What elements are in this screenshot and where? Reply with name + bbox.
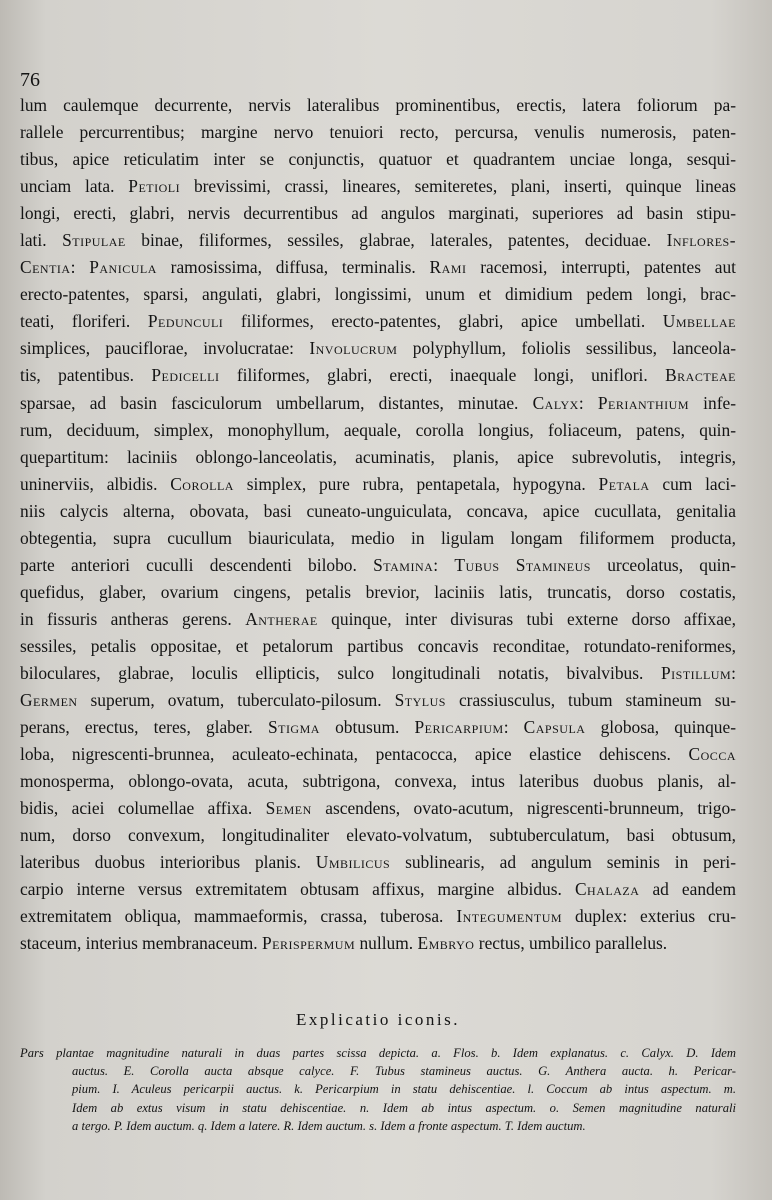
text-line: carpio interne versus extremitatem obtusam affixus, margine albidus. Chalaza ad eandem [20,879,736,900]
text-line: simplices, pauciflorae, involucratae: Involucrum polyphyllum, foliolis sessilibus, lanceola- [20,338,736,359]
text-line: lateribus duobus interioribus planis. Umbilicus sublinearis, ad angulum seminis in peri- [20,852,736,873]
text-line: niis calycis alterna, obovata, basi cuneato-unguiculata, concava, apice cucullata, genitalia [20,500,736,521]
text-line: in fissuris antheras gerens. Antherae quinque, inter divisuras tubi externe dorso affixae, [20,608,736,629]
text-line: parte anteriori cuculli descendenti bilobo. Stamina: Tubus Stamineus urceolatus, quin- [20,554,736,575]
text-line: monosperma, oblongo-ovata, acuta, subtrigona, convexa, intus lateribus duobus planis, al- [20,771,736,792]
text-line: tibus, apice reticulatim inter se conjunctis, quatuor et quadrantem unciae longa, sesqui- [20,149,736,170]
text-line: tis, patentibus. Pedicelli filiformes, glabri, erecti, inaequale longi, uniflori. Bracteae [20,365,736,386]
text-line: extremitatem obliqua, mammaeformis, crassa, tuberosa. Integumentum duplex: exterius cru- [20,906,736,927]
text-line: lati. Stipulae binae, filiformes, sessiles, glabrae, laterales, patentes, deciduae. Inflores- [20,230,736,251]
caption-line: auctus. E. Corolla aucta absque calyce. F. Tubus stamineus auctus. G. Anthera aucta. h. Pericar- [72,1063,736,1078]
caption-heading: Explicatio iconis. [296,1009,460,1029]
text-line: Germen superum, ovatum, tuberculato-pilosum. Stylus crassiusculus, tubum stamineum su- [20,690,736,711]
text-line: bidis, aciei columellae affixa. Semen ascendens, ovato-acutum, nigrescenti-brunneum, trigo- [20,798,736,819]
botanical-description [20,92,736,958]
caption-line: a tergo. P. Idem auctum. q. Idem a latere. R. Idem auctum. s. Idem a fronte aspectum. T. Idem auctum. [72,1119,586,1134]
text-line: biloculares, glabrae, loculis ellipticis, sulco longitudinali notatis, bivalvibus. Pistillum: [20,662,736,683]
text-line: sessiles, petalis oppositae, et petalorum partibus concavis reconditae, rotundato-reniformes, [20,635,736,656]
figure-explanation [20,1044,736,1136]
text-line: Centia: Panicula ramosissima, diffusa, terminalis. Rami racemosi, interrupti, patentes aut [20,257,736,278]
caption-line: Pars plantae magnitudine naturali in duas partes scissa depicta. a. Flos. b. Idem explanatus. c. Calyx. D. Idem [20,1045,736,1060]
text-line: quefidus, glaber, ovarium cingens, petalis brevior, laciniis latis, truncatis, dorso costatis, [20,581,736,602]
text-line: perans, erectus, teres, glaber. Stigma obtusum. Pericarpium: Capsula globosa, quinque- [20,717,736,738]
page-number: 76 [20,69,40,91]
text-line: rallele percurrentibus; margine nervo tenuiori recto, percursa, venulis numerosis, paten- [20,122,736,143]
text-line: lum caulemque decurrente, nervis lateralibus prominentibus, erectis, latera foliorum pa- [20,95,736,115]
caption-line: Idem ab extus visum in statu dehiscentiae. n. Idem ab intus aspectum. o. Semen magnitudine naturali [72,1100,736,1115]
text-line: num, dorso convexum, longitudinaliter elevato-volvatum, subtuberculatum, basi obtusum, [20,825,736,846]
text-line: erecto-patentes, sparsi, angulati, glabri, longissimi, unum et dimidium pedem longi, brac- [20,284,736,305]
text-line: rum, deciduum, simplex, monophyllum, aequale, corolla longius, foliaceum, patens, quin- [20,419,736,440]
text-line: staceum, interius membranaceum. Perispermum nullum. Embryo rectus, umbilico parallelus. [20,933,668,954]
text-line: longi, erecti, glabri, nervis decurrentibus ad angulos marginati, superiores ad basin stipu- [20,203,736,224]
text-line: quepartitum: laciniis oblongo-lanceolatis, acuminatis, planis, apice subrevolutis, integris, [20,446,736,467]
text-line: unciam lata. Petioli brevissimi, crassi, lineares, semiteretes, plani, inserti, quinque lineas [20,176,736,197]
text-line: sparsae, ad basin fasciculorum umbellarum, distantes, minutae. Calyx: Perianthium infe- [20,392,736,413]
caption-line: pium. I. Aculeus pericarpii auctus. k. Pericarpium in statu dehiscentiae. l. Coccum ab intus aspectum. m. [72,1082,736,1097]
text-line: loba, nigrescenti-brunnea, aculeato-echinata, pentacocca, apice elastice dehiscens. Cocca [20,744,736,765]
text-line: obtegentia, supra cucullum biauriculata, medio in ligulam longam filiformem producta, [20,527,736,548]
text-line: uninerviis, albidis. Corolla simplex, pure rubra, pentapetala, hypogyna. Petala cum laci- [20,473,736,494]
text-line: teati, floriferi. Pedunculi filiformes, erecto-patentes, glabri, apice umbellati. Umbellae [20,311,736,332]
